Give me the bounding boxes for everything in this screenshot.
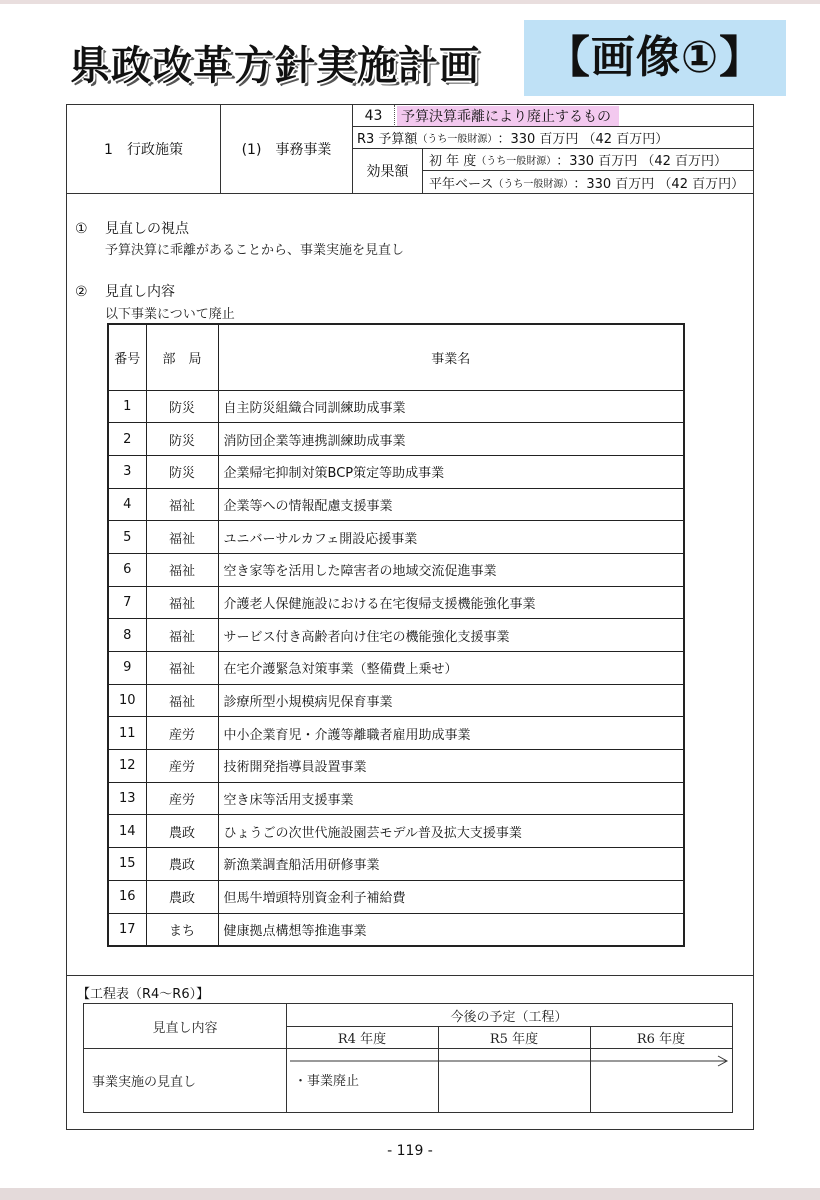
schedule-table — [83, 1003, 733, 1113]
schedule-col-content: 見直し内容 — [152, 1020, 218, 1036]
table-row — [108, 652, 684, 685]
row-project-name: 介護老人保健施設における在宅復帰支援機能強化事業 — [218, 586, 684, 619]
budget-note: （うち一般財源） — [417, 134, 498, 145]
row-dept: 福祉 — [146, 488, 218, 521]
row-dept: 産労 — [146, 717, 218, 750]
schedule-row-r4: ・事業廃止 — [294, 1073, 360, 1089]
project-table — [107, 323, 685, 947]
table-row — [108, 521, 684, 554]
flat-base-note: （うち一般財源） — [493, 178, 574, 190]
document-frame — [66, 104, 754, 1130]
first-year-row — [423, 149, 753, 171]
row-number: 17 — [108, 913, 146, 946]
row-project-name: 企業帰宅抑制対策BCP策定等助成事業 — [218, 455, 684, 488]
item-number: 43 — [353, 105, 395, 127]
table-row — [108, 815, 684, 848]
page-title: 県政改革方針実施計画 — [70, 43, 480, 89]
row-number: 7 — [108, 586, 146, 619]
row-number: 15 — [108, 848, 146, 881]
header-dept: 部 局 — [146, 324, 218, 390]
row-number: 12 — [108, 750, 146, 783]
top-edge — [0, 0, 820, 4]
project-table-header — [108, 324, 684, 390]
schedule-year-r6: R6 年度 — [636, 1031, 686, 1047]
section2-body: 以下事業について廃止 — [105, 307, 235, 322]
section1-title: 見直しの視点 — [105, 221, 189, 237]
first-year-value: ：330 百万円 （42 百万円） — [556, 154, 728, 169]
row-number: 1 — [108, 390, 146, 423]
table-row — [108, 488, 684, 521]
category-highlight: 予算決算乖離により廃止するもの — [397, 106, 619, 126]
section2-title: 見直し内容 — [105, 284, 175, 300]
row-project-name: 但馬牛増頭特別資金利子補給費 — [218, 880, 684, 913]
table-row — [108, 717, 684, 750]
section2-heading — [75, 281, 175, 301]
sub-policy-cell: (1) 事務事業 — [221, 105, 353, 193]
row-dept: 産労 — [146, 750, 218, 783]
row-number: 16 — [108, 880, 146, 913]
row-project-name: サービス付き高齢者向け住宅の機能強化支援事業 — [218, 619, 684, 652]
budget-value: ：330 百万円 （42 百万円） — [497, 132, 669, 147]
row-dept: 農政 — [146, 848, 218, 881]
budget-row — [353, 127, 753, 149]
row-number: 3 — [108, 455, 146, 488]
row-dept: 福祉 — [146, 586, 218, 619]
row-dept: 防災 — [146, 423, 218, 456]
schedule-col-future: 今後の予定（工程） — [450, 1009, 568, 1025]
row-number: 10 — [108, 684, 146, 717]
row-project-name: 健康拠点構想等推進事業 — [218, 913, 684, 946]
row-number: 6 — [108, 553, 146, 586]
row-number: 9 — [108, 652, 146, 685]
table-row — [108, 455, 684, 488]
row-dept: 産労 — [146, 782, 218, 815]
table-row — [108, 750, 684, 783]
effect-label: 効果額 — [353, 149, 423, 193]
table-row — [108, 423, 684, 456]
row-dept: 防災 — [146, 390, 218, 423]
row-project-name: 在宅介護緊急対策事業（整備費上乗せ） — [218, 652, 684, 685]
row-project-name: 消防団企業等連携訓練助成事業 — [218, 423, 684, 456]
flat-base-label: 平年ベース — [429, 176, 494, 192]
row-dept: 福祉 — [146, 652, 218, 685]
table-row — [108, 684, 684, 717]
table-row — [108, 586, 684, 619]
table-row — [108, 619, 684, 652]
row-dept: 福祉 — [146, 521, 218, 554]
row-project-name: 企業等への情報配慮支援事業 — [218, 488, 684, 521]
section1-heading — [75, 218, 189, 238]
schedule-arrow — [288, 1054, 734, 1068]
row-number: 2 — [108, 423, 146, 456]
project-table-body — [108, 390, 684, 946]
table-row — [108, 782, 684, 815]
section-divider — [67, 975, 753, 976]
row-dept: まち — [146, 913, 218, 946]
row-dept: 福祉 — [146, 619, 218, 652]
row-project-name: ひょうごの次世代施設園芸モデル普及拡大支援事業 — [218, 815, 684, 848]
budget-label: R3 予算額 — [357, 132, 418, 147]
row-project-name: 自主防災組織合同訓練助成事業 — [218, 390, 684, 423]
bottom-edge — [0, 1188, 820, 1200]
row-number: 11 — [108, 717, 146, 750]
category-cell — [395, 105, 753, 127]
page-number: - 119 - — [387, 1143, 433, 1159]
header-name: 事業名 — [218, 324, 684, 390]
section2-number: ② — [75, 284, 88, 300]
flat-base-value: ：330 百万円 （42 百万円） — [573, 176, 745, 192]
row-dept: 農政 — [146, 815, 218, 848]
table-row — [108, 390, 684, 423]
row-number: 4 — [108, 488, 146, 521]
table-row — [108, 848, 684, 881]
table-row — [108, 553, 684, 586]
row-number: 13 — [108, 782, 146, 815]
section1-number: ① — [75, 221, 88, 237]
table-row — [108, 913, 684, 946]
policy-cell: 1 行政施策 — [67, 105, 221, 193]
row-project-name: 空き床等活用支援事業 — [218, 782, 684, 815]
header-no: 番号 — [108, 324, 146, 390]
flat-base-row — [423, 171, 753, 193]
row-number: 14 — [108, 815, 146, 848]
row-dept: 福祉 — [146, 684, 218, 717]
schedule-row-label: 事業実施の見直し — [92, 1074, 197, 1090]
row-project-name: 技術開発指導員設置事業 — [218, 750, 684, 783]
row-project-name: 新漁業調査船活用研修事業 — [218, 848, 684, 881]
row-dept: 福祉 — [146, 553, 218, 586]
first-year-note: （うち一般財源） — [476, 156, 557, 167]
schedule-year-r5: R5 年度 — [489, 1031, 539, 1047]
row-project-name: 空き家等を活用した障害者の地域交流促進事業 — [218, 553, 684, 586]
row-project-name: 診療所型小規模病児保育事業 — [218, 684, 684, 717]
first-year-label: 初 年 度 — [429, 154, 477, 169]
row-project-name: ユニバーサルカフェ開設応援事業 — [218, 521, 684, 554]
schedule-year-r4: R4 年度 — [337, 1031, 387, 1047]
image-label-badge: 【画像①】 — [524, 20, 786, 96]
row-dept: 農政 — [146, 880, 218, 913]
section1-body: 予算決算に乖離があることから、事業実施を見直し — [105, 243, 405, 258]
row-number: 5 — [108, 521, 146, 554]
header-table — [67, 105, 753, 194]
schedule-title: 【工程表（R4～R6）】 — [77, 987, 210, 1002]
row-number: 8 — [108, 619, 146, 652]
row-project-name: 中小企業育児・介護等離職者雇用助成事業 — [218, 717, 684, 750]
row-dept: 防災 — [146, 455, 218, 488]
table-row — [108, 880, 684, 913]
